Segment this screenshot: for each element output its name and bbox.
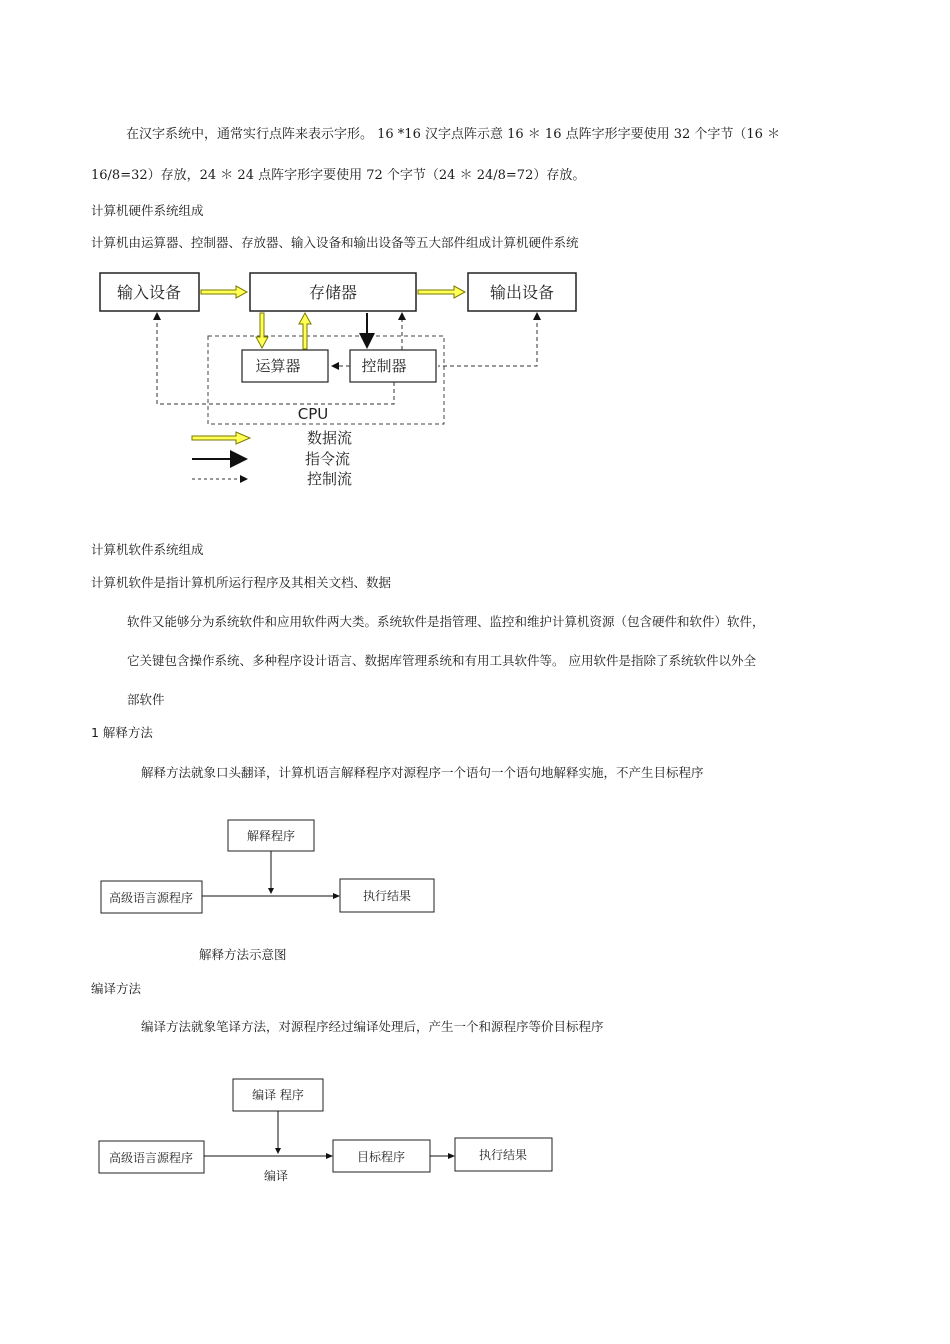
interpreter-down-arrowhead [268, 888, 274, 894]
legend-data-flow-arrow [192, 432, 250, 444]
control-flow-lines [157, 316, 537, 404]
legend-control-arrowhead [240, 475, 248, 483]
alu-label: 运算器 [255, 357, 301, 375]
interpret-heading: 1 解释方法 [91, 725, 153, 740]
software-description: 计算机软件是指计算机所运行程序及其相关文档、数据 [91, 575, 392, 590]
control-arrowhead-output [533, 312, 541, 320]
legend-data-flow-label: 数据流 [307, 429, 353, 447]
data-arrow-alu-memory [299, 313, 311, 349]
target-to-result-arrowhead [448, 1153, 455, 1159]
interpreter-label: 解释程序 [246, 829, 296, 843]
data-arrow-memory-alu [256, 313, 268, 348]
compile-arrow-label: 编译 [263, 1169, 289, 1183]
interpret-description: 解释方法就象口头翻译，计算机语言解释程序对源程序一个语句一个语句地解释实施，不产生目标程序 [141, 765, 704, 780]
compiler-label: 编译 程序 [252, 1088, 304, 1102]
target-program-label: 目标程序 [356, 1150, 406, 1164]
control-line-to-output [438, 316, 537, 366]
compiler-down-arrowhead [275, 1148, 281, 1154]
control-arrowhead-alu [331, 362, 339, 370]
legend-instruction-label: 指令流 [305, 450, 351, 468]
interpret-diagram [101, 820, 434, 913]
software-paragraph-line-2: 它关键包含操作系统、多种程序设计语言、数据库管理系统和有用工具软件等。 应用软件是指除了系统软件以外全 [127, 653, 756, 668]
interpret-source-label: 高级语言源程序 [108, 891, 194, 905]
interpret-result-label: 执行结果 [362, 889, 412, 903]
control-arrowhead-memory [398, 312, 406, 320]
intro-line-1: 在汉字系统中，通常实行点阵来表示字形。 16 *16 汉字点阵示意 16 ＊ 16 点阵字形字要使用 32 个字节（16 ＊ [126, 127, 781, 142]
interpret-main-arrowhead [333, 893, 340, 899]
compile-source-label: 高级语言源程序 [108, 1151, 194, 1165]
compile-description: 编译方法就象笔译方法，对源程序经过编译处理后，产生一个和源程序等价目标程序 [141, 1019, 604, 1034]
controller-label: 控制器 [361, 357, 407, 375]
cpu-label: CPU [297, 405, 329, 423]
control-arrowheads [153, 312, 541, 370]
legend-control-label: 控制流 [307, 470, 353, 488]
intro-line-2: 16/8=32）存放，24 ＊ 24 点阵字形字要使用 72 个字节（24 ＊ 24/8=72）存放。 [91, 168, 586, 183]
software-paragraph-line-1: 软件又能够分为系统软件和应用软件两大类。系统软件是指管理、监控和维护计算机资源（包含硬件和软件）软件， [127, 614, 765, 629]
data-arrow-memory-output [418, 286, 465, 298]
compile-diagram [99, 1079, 552, 1183]
output-device-label: 输出设备 [489, 283, 555, 302]
data-arrow-input-memory [201, 286, 247, 298]
control-arrowhead-input [153, 312, 161, 320]
compile-main-arrowhead [326, 1153, 333, 1159]
compile-heading: 编译方法 [91, 981, 142, 996]
interpret-caption: 解释方法示意图 [199, 947, 287, 962]
compile-result-label: 执行结果 [478, 1148, 528, 1162]
hardware-description: 计算机由运算器、控制器、存放器、输入设备和输出设备等五大部件组成计算机硬件系统 [91, 235, 579, 250]
input-device-label: 输入设备 [116, 283, 182, 302]
software-heading: 计算机软件系统组成 [91, 542, 204, 557]
memory-label: 存储器 [308, 283, 358, 302]
hardware-heading: 计算机硬件系统组成 [91, 203, 204, 218]
software-paragraph-line-3: 部软件 [127, 692, 165, 707]
